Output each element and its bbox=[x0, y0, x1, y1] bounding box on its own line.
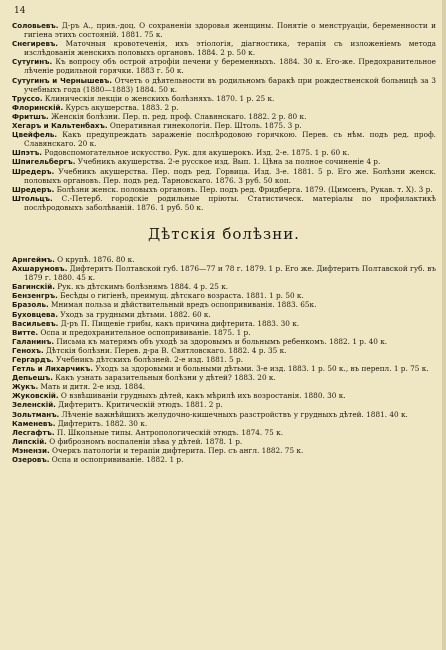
list-item bbox=[12, 319, 436, 328]
entry-text: О крупѣ. 1876. 80 к. bbox=[54, 254, 135, 264]
entry-author: Бензенгръ. bbox=[12, 291, 58, 301]
entry-text: Дифтеритъ. 1882. 30 к. bbox=[55, 418, 148, 428]
entry-text: Маточныя кровотеченія, ихъ этіологія, діагностика, терапія съ изложеніемъ метода изслѣдованія женскихъ половыхъ органовъ. 1884. 2 р. 50 к. bbox=[24, 39, 436, 58]
entry-text: О фиброзномъ воспаленіи зѣва у дѣтей. 1878. 1 р. bbox=[46, 436, 243, 446]
page-edge bbox=[442, 0, 446, 650]
entry-author: Багинскій. bbox=[12, 282, 55, 292]
entry-author: Соловьевъ. bbox=[12, 21, 59, 30]
entry-text: Письма къ матерямъ объ уходѣ за здоровымъ и больнымъ ребенкомъ. 1882. 1 р. 40 к. bbox=[54, 336, 388, 346]
list-item bbox=[12, 337, 436, 346]
entry-author: Шредеръ. bbox=[12, 184, 55, 194]
entry-text: Курсъ акушерства. 1883. 2 р. bbox=[63, 102, 179, 112]
list-item bbox=[12, 167, 436, 185]
entry-text: Учебникъ дѣтскихъ болѣзней. 2-е изд. 1881. 5 р. bbox=[53, 355, 244, 364]
entry-text: Оспа и оспопрививаніе. 1882. 1 р. bbox=[49, 455, 184, 465]
entry-author: Жукъ. bbox=[12, 382, 39, 392]
section-pediatrics-list bbox=[12, 255, 436, 464]
list-item bbox=[12, 121, 436, 130]
list-item bbox=[12, 373, 436, 382]
list-item bbox=[12, 112, 436, 121]
entry-author: Буховцева. bbox=[12, 309, 59, 319]
section-heading: Дѣтскія болѣзни. bbox=[148, 224, 300, 243]
list-item bbox=[12, 264, 436, 282]
entry-author: Арнгеймъ. bbox=[12, 254, 55, 264]
entry-text: Женскія болѣзни. Пер. п. ред. проф. Славянскаго. 1882. 2 р. 80 к. bbox=[48, 111, 307, 121]
list-item bbox=[12, 157, 436, 166]
entry-author: Фритшъ. bbox=[12, 111, 49, 121]
entry-text: Уходъ за грудными дѣтьми. 1882. 60 к. bbox=[58, 309, 211, 319]
list-item bbox=[12, 57, 436, 75]
entry-author: Гергардъ. bbox=[12, 355, 54, 364]
list-item bbox=[12, 410, 436, 419]
entry-text: О взвѣшиваніи грудныхъ дѣтей, какъ мѣрилѣ ихъ возростанія. 1880. 30 к. bbox=[58, 391, 346, 401]
list-item bbox=[12, 428, 436, 437]
page-number: 14 bbox=[14, 6, 26, 16]
entry-text: Родовспомогательное искусство. Рук. для акушерокъ. Изд. 2-е. 1875. 1 р. 60 к. bbox=[42, 148, 350, 158]
list-item bbox=[12, 419, 436, 428]
entry-text: Дифтеритъ Полтавской губ. 1876—77 и 78 г. 1879. 1 р. Его же. Дифтеритъ Полтавской губ. въ 1879 г. 1880. 45 к. bbox=[24, 264, 436, 283]
entry-text: Мнимая польза и дѣйствительный вредъ оспопрививанія. 1883. 65к. bbox=[48, 300, 317, 310]
entry-author: Сутугинъ и Чернышевъ. bbox=[12, 75, 112, 85]
entry-author: Жуковскій. bbox=[12, 391, 59, 401]
entry-text: Лѣченіе важнѣйшихъ желудочно-кишечныхъ разстройствъ у грудныхъ дѣтей. 1881. 40 к. bbox=[59, 409, 408, 419]
entry-author: Генохъ. bbox=[12, 345, 44, 355]
entry-author: Галанинъ. bbox=[12, 336, 55, 346]
entry-text: Оперативная гинекологія. Пер. Штоль. 1875. 3 р. bbox=[107, 121, 302, 131]
entry-text: Отчетъ о дѣятельности въ родильномъ баракѣ при рождественской больницѣ за 3 учебныхъ года (1880—1883) 1884. 50 к. bbox=[24, 75, 436, 94]
entry-author: Липскій. bbox=[12, 436, 47, 446]
list-item bbox=[12, 310, 436, 319]
section-gynecology-list bbox=[12, 21, 436, 212]
entry-author: Гетль и Лихарчикъ. bbox=[12, 364, 94, 374]
entry-author: Снегиревъ. bbox=[12, 39, 58, 49]
entry-author: Флоринскій. bbox=[12, 102, 64, 112]
entry-author: Шпигельбергъ. bbox=[12, 157, 76, 167]
entry-author: Сутугинъ. bbox=[12, 57, 53, 67]
list-item bbox=[12, 39, 436, 57]
entry-text: Какъ узнать заразительныя болѣзни у дѣтей? 1883. 20 к. bbox=[52, 373, 276, 383]
list-item bbox=[12, 103, 436, 112]
entry-author: Васильевъ. bbox=[12, 318, 59, 328]
entry-text: Клиническія лекціи о женскихъ болѣзняхъ. 1870. 1 р. 25 к. bbox=[42, 93, 275, 103]
entry-author: Шпэтъ. bbox=[12, 148, 43, 158]
list-item bbox=[12, 382, 436, 391]
list-item bbox=[12, 455, 436, 464]
entry-text: Дифтеритъ. Критическій этюдъ. 1881. 2 р. bbox=[55, 400, 223, 410]
entry-text: Д-ръ А., прив.-доц. О сохраненіи здоровья женщины. Понятіе о менструаціи, беременности и гигіена этихъ состояній. 1881. 75 к. bbox=[24, 21, 436, 40]
entry-text: С.-Петерб. городскіе родильные пріюты. Статистическ. матеріалы по профилактикѣ послѣродовыхъ заболѣваній. 1876. 1 руб. 50 к. bbox=[24, 193, 436, 212]
list-item bbox=[12, 282, 436, 291]
list-item bbox=[12, 130, 436, 148]
entry-text: Мать и дитя. 2-е изд. 1884. bbox=[38, 382, 146, 392]
entry-author: Мэнензи. bbox=[12, 445, 50, 455]
entry-author: Хегаръ и Кальтенбахъ. bbox=[12, 121, 108, 131]
entry-author: Штольцъ. bbox=[12, 193, 53, 203]
entry-author: Цвейфель. bbox=[12, 130, 58, 140]
entry-text: Дѣтскія болѣзни. Перев. д-ра В. Святловскаго. 1882. 4 р. 35 к. bbox=[43, 345, 287, 355]
entry-author: Каменевъ. bbox=[12, 418, 56, 428]
entry-author: Ахшарумовъ. bbox=[12, 264, 68, 274]
entry-author: Зольтманъ. bbox=[12, 409, 60, 419]
entry-author: Труссо. bbox=[12, 93, 43, 103]
list-item bbox=[12, 437, 436, 446]
entry-author: Озеровъ. bbox=[12, 455, 50, 465]
list-item bbox=[12, 300, 436, 309]
list-item bbox=[12, 255, 436, 264]
list-item bbox=[12, 391, 436, 400]
entry-text: Очеркъ патологіи и терапіи дифтерита. Пер. съ англ. 1882. 75 к. bbox=[49, 445, 304, 455]
entry-text: Болѣзни женск. половыхъ органовъ. Пер. подъ ред. Фридберга. 1879. (Цимсенъ, Рукав. т. X). 3 р. bbox=[54, 184, 433, 194]
entry-text: Рук. къ дѣтскимъ болѣзнямъ 1884. 4 р. 25 к. bbox=[54, 282, 229, 292]
list-item bbox=[12, 185, 436, 194]
list-item bbox=[12, 76, 436, 94]
entry-author: Бразоль. bbox=[12, 300, 49, 310]
entry-text: Уходъ за здоровыми и больными дѣтьми. 3-е изд. 1883. 1 р. 50 к., въ перепл. 1 р. 75 к. bbox=[93, 364, 429, 374]
entry-text: Къ вопросу объ острой атрофіи печени у беременныхъ. 1884. 30 к. Его-же. Предохранительное лѣченіе родильной горячки. 1883 г. 50 к. bbox=[24, 57, 436, 76]
entry-text: Оспа и предохранительное оспопрививаніе. 1875. 1 р. bbox=[38, 327, 251, 337]
entry-author: Шредеръ. bbox=[12, 166, 55, 176]
entry-text: Бесѣды о гигіенѣ, преимущ. дѣтскаго возраста. 1881. 1 р. 50 к. bbox=[57, 291, 304, 301]
list-item bbox=[12, 346, 436, 355]
list-item bbox=[12, 94, 436, 103]
entry-text: Какъ предупреждать зараженіе послѣродовою горячкою. Перев. съ нѣм. подъ ред. проф. Славянскаго. 20 к. bbox=[24, 130, 436, 149]
entry-author: Витте. bbox=[12, 327, 39, 337]
entry-author: Депьешъ. bbox=[12, 373, 53, 383]
list-item bbox=[12, 194, 436, 212]
entry-text: Учебникъ акушерства. Пер. подъ ред. Горвица. Изд. 3-е. 1881. 5 р. Его же. Болѣзни женск. половыхъ органовъ. Пер. подъ ред. Тарновскаго. 1876. 3 руб. 50 коп. bbox=[24, 166, 436, 185]
list-item bbox=[12, 355, 436, 364]
list-item bbox=[12, 328, 436, 337]
list-item bbox=[12, 21, 436, 39]
list-item bbox=[12, 364, 436, 373]
entry-text: Д-ръ П. Пищевіе грибы, какъ причина дифтерита. 1883. 30 к. bbox=[58, 318, 300, 328]
list-item bbox=[12, 400, 436, 409]
entry-text: П. Школьные типы. Антропологическій этюдъ. 1874. 75 к. bbox=[54, 427, 284, 437]
list-item bbox=[12, 148, 436, 157]
entry-author: Зеленскій. bbox=[12, 400, 56, 410]
entry-author: Лесгафтъ. bbox=[12, 427, 55, 437]
entry-text: Учебникъ акушерства. 2-е русское изд. Вып. 1. Цѣна за полное сочиненіе 4 р. bbox=[75, 157, 381, 167]
list-item bbox=[12, 291, 436, 300]
list-item bbox=[12, 446, 436, 455]
